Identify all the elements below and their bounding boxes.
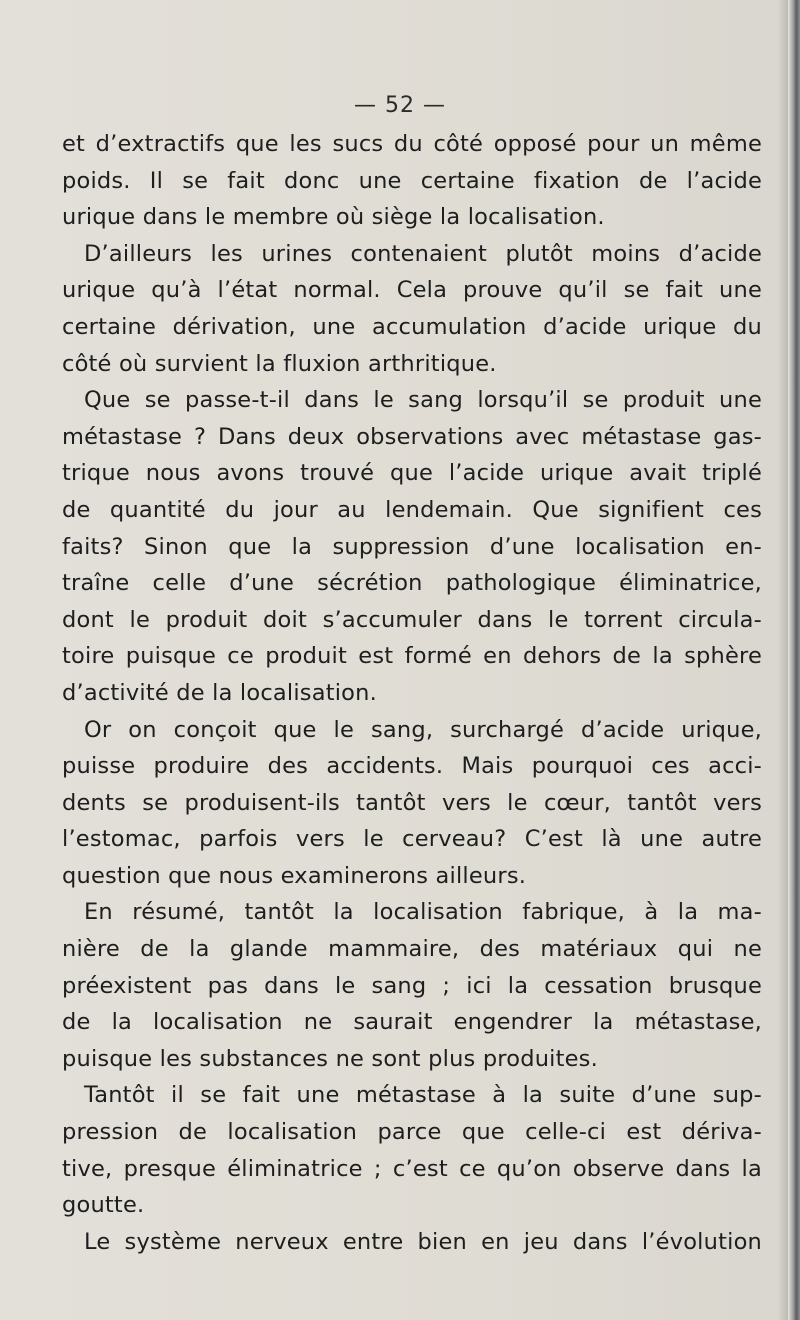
text-line: goutte. (62, 1192, 145, 1219)
text-line: Or on conçoit que le sang, surchargé d’acide urique, (84, 716, 762, 743)
text-line: En résumé, tantôt la localisation fabrique, à la ma- (84, 899, 762, 926)
text-line: nière de la glande mammaire, des matériaux qui ne (62, 936, 762, 963)
text-line: faits? Sinon que la suppression d’une localisation en- (62, 533, 762, 560)
text-line: de la localisation ne saurait engendrer la métastase, (62, 1009, 762, 1036)
text-line: traîne celle d’une sécrétion pathologique éliminatrice, (62, 570, 762, 597)
text-line: préexistent pas dans le sang ; ici la cessation brusque (62, 972, 762, 999)
body-text (62, 126, 762, 1260)
text-line: trique nous avons trouvé que l’acide urique avait triplé (62, 460, 762, 487)
text-line: puisse produire des accidents. Mais pourquoi ces acci- (62, 753, 762, 780)
page-number: — 52 — (354, 93, 446, 118)
text-line: toire puisque ce produit est formé en dehors de la sphère (62, 643, 762, 670)
text-line: Tantôt il se fait une métastase à la suite d’une sup- (84, 1082, 762, 1109)
page-binding-edge (788, 0, 800, 1320)
binding-shadow (778, 0, 788, 1320)
text-line: poids. Il se fait donc une certaine fixation de l’acide (62, 167, 762, 194)
text-line: dents se produisent-ils tantôt vers le cœur, tantôt vers (62, 789, 762, 816)
text-line: Que se passe-t-il dans le sang lorsqu’il se produit une (84, 387, 762, 414)
text-line: question que nous examinerons ailleurs. (62, 862, 527, 889)
text-line: et d’extractifs que les sucs du côté opposé pour un même (62, 131, 762, 157)
text-line: Le système nerveux entre bien en jeu dans l’évolution (84, 1228, 762, 1255)
text-line: urique dans le membre où siège la localisation. (62, 204, 605, 231)
text-line: d’activité de la localisation. (62, 679, 377, 706)
text-line: l’estomac, parfois vers le cerveau? C’est là une autre (62, 826, 762, 853)
text-line: tive, presque éliminatrice ; c’est ce qu’on observe dans la (62, 1155, 762, 1182)
text-line: pression de localisation parce que celle-ci est dériva- (62, 1119, 762, 1146)
text-line: de quantité du jour au lendemain. Que signifient ces (62, 496, 762, 523)
text-line: puisque les substances ne sont plus produites. (62, 1045, 598, 1072)
text-line: urique qu’à l’état normal. Cela prouve qu’il se fait une (62, 277, 762, 304)
text-line: métastase ? Dans deux observations avec métastase gas- (62, 423, 762, 450)
text-line: dont le produit doit s’accumuler dans le torrent circula- (62, 606, 762, 633)
text-line: D’ailleurs les urines contenaient plutôt moins d’acide (84, 240, 762, 267)
text-line: côté où survient la fluxion arthritique. (62, 350, 497, 377)
text-line: certaine dérivation, une accumulation d’acide urique du (62, 313, 762, 340)
